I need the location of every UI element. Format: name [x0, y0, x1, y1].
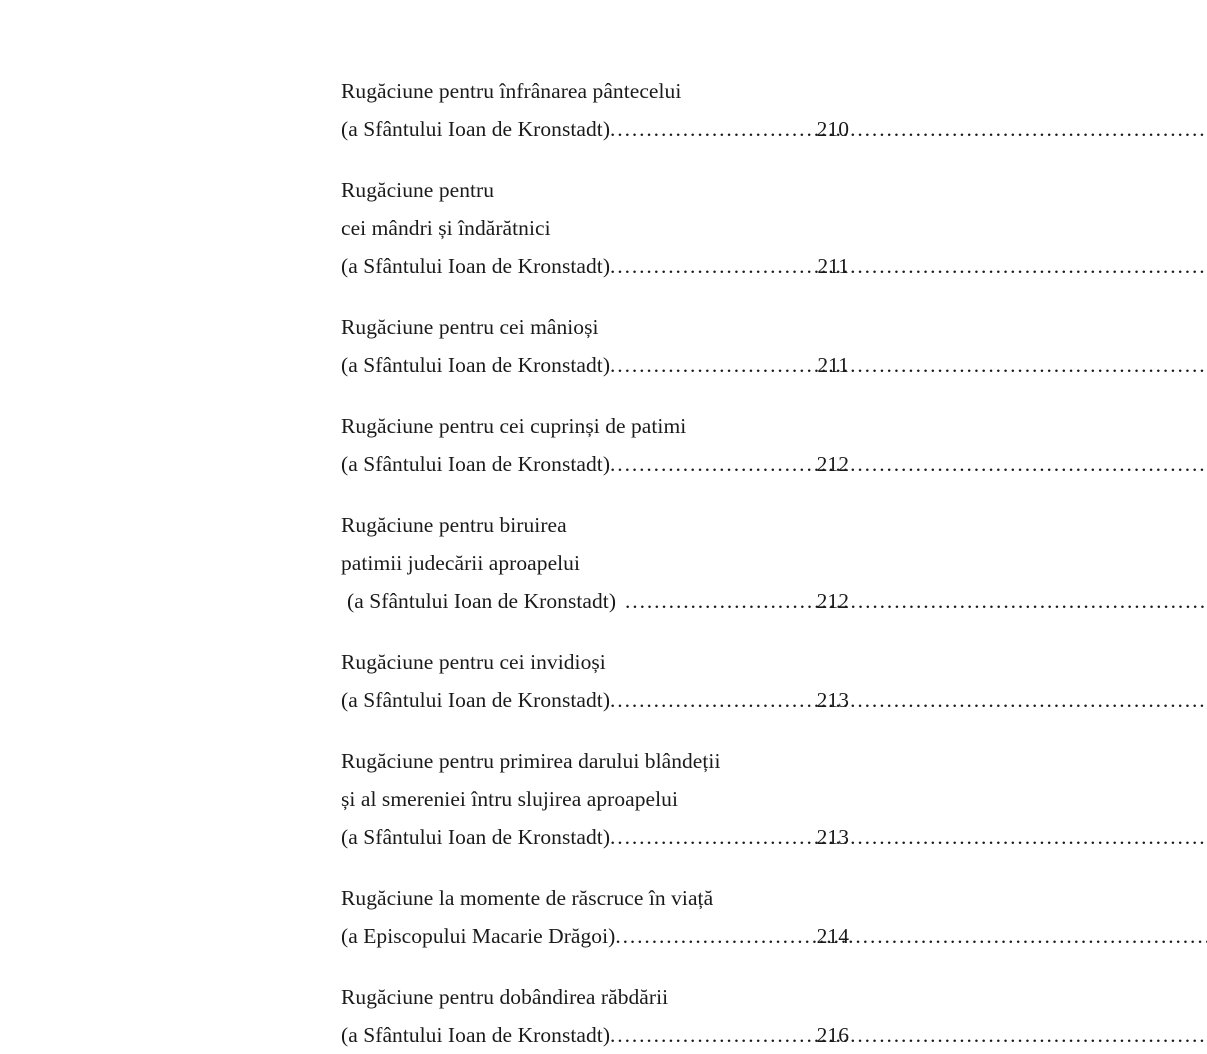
toc-entry[interactable]: [341, 742, 849, 856]
toc-entry[interactable]: [341, 978, 849, 1054]
toc-entry-title-line: Rugăciune pentru cei mânioși: [341, 315, 599, 339]
table-of-contents: [341, 72, 849, 1054]
toc-entry-author: (a Sfântului Ioan de Kronstadt): [341, 353, 611, 377]
toc-entry-title-line: Rugăciune la momente de răscruce în viață: [341, 886, 714, 910]
dot-leader: [610, 346, 817, 384]
dot-leader: [610, 247, 817, 285]
toc-entry[interactable]: [341, 643, 849, 719]
dot-leader: [610, 818, 817, 856]
toc-page-number: 212: [816, 452, 849, 476]
toc-entry[interactable]: [341, 506, 849, 620]
dot-leader: [625, 582, 809, 620]
toc-page-number: 211: [817, 353, 849, 377]
toc-entry-title-line: Rugăciune pentru primirea darului blândeții: [341, 749, 721, 773]
toc-entry[interactable]: [341, 171, 849, 285]
toc-entry-title-line: Rugăciune pentru înfrânarea pântecelui: [341, 79, 682, 103]
toc-entry-final-line: [341, 110, 849, 148]
toc-entry-title-line: Rugăciune pentru: [341, 178, 495, 202]
toc-page-number: 210: [816, 117, 849, 141]
dot-leader: [610, 681, 817, 719]
toc-page-number: 213: [816, 688, 849, 712]
dot-leader: [615, 917, 808, 955]
toc-entry-title-line: cei mândri și îndărătnici: [341, 216, 551, 240]
toc-entry-author: (a Sfântului Ioan de Kronstadt): [341, 825, 611, 849]
toc-entry[interactable]: [341, 308, 849, 384]
toc-entry-author: (a Sfântului Ioan de Kronstadt): [341, 688, 611, 712]
toc-page-number: 214: [816, 924, 849, 948]
dot-leader: [610, 110, 817, 148]
toc-entry[interactable]: [341, 407, 849, 483]
toc-entry-title-line: și al smereniei întru slujirea aproapelui: [341, 787, 678, 811]
toc-entry-final-line: [341, 346, 849, 384]
toc-entry-title-line: Rugăciune pentru biruirea: [341, 513, 567, 537]
toc-page-number: 216: [816, 1023, 849, 1047]
toc-entry-final-line: [341, 247, 849, 285]
dot-leader: [610, 445, 809, 483]
toc-entry-author: (a Episcopului Macarie Drăgoi): [341, 924, 616, 948]
dot-leader: [610, 1016, 809, 1054]
toc-entry-final-line: [341, 582, 849, 620]
toc-entry-title-line: patimii judecării aproapelui: [341, 551, 581, 575]
toc-entry-title-line: Rugăciune pentru dobândirea răbdării: [341, 985, 669, 1009]
toc-entry-final-line: [341, 917, 849, 955]
toc-entry[interactable]: [341, 879, 849, 955]
toc-entry-final-line: [341, 1016, 849, 1054]
toc-entry-final-line: [341, 445, 849, 483]
toc-entry-final-line: [341, 681, 849, 719]
toc-entry-author: (a Sfântului Ioan de Kronstadt): [341, 1023, 611, 1047]
toc-entry-title-line: Rugăciune pentru cei cuprinși de patimi: [341, 414, 687, 438]
toc-entry-author: (a Sfântului Ioan de Kronstadt): [341, 254, 611, 278]
toc-entry-author: (a Sfântului Ioan de Kronstadt): [341, 452, 611, 476]
toc-page-number: 211: [817, 254, 849, 278]
toc-entry[interactable]: [341, 72, 849, 148]
toc-page-number: 212: [816, 589, 849, 613]
toc-entry-title-line: Rugăciune pentru cei invidioși: [341, 650, 606, 674]
toc-entry-author: (a Sfântului Ioan de Kronstadt): [347, 589, 617, 613]
toc-entry-author: (a Sfântului Ioan de Kronstadt): [341, 117, 611, 141]
toc-entry-final-line: [341, 818, 849, 856]
document-page: [262, 0, 945, 1047]
toc-page-number: 213: [816, 825, 849, 849]
